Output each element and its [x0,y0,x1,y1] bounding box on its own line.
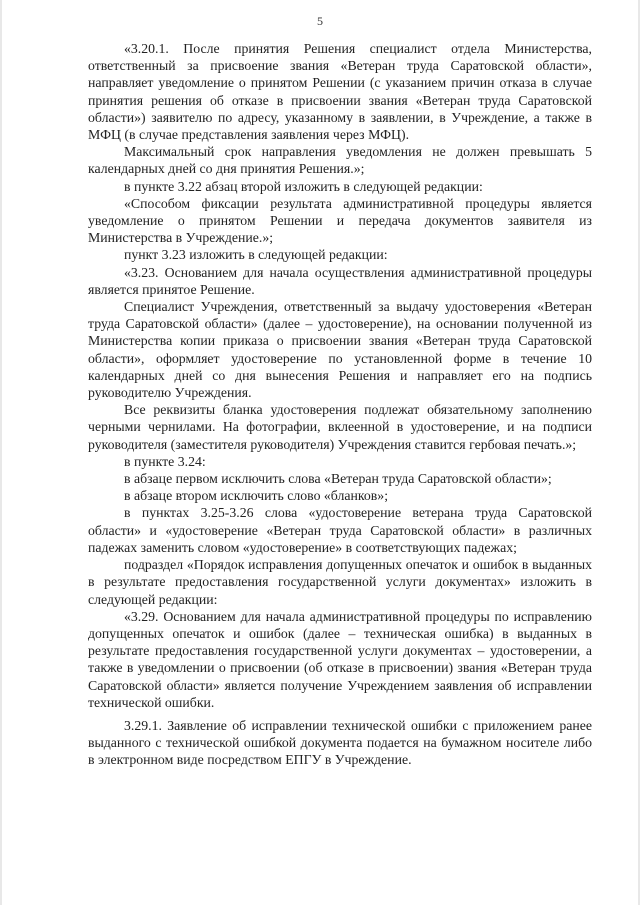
paragraph-subsection-instruction: подраздел «Порядок исправления допущенных опечаток и ошибок в выданных в результате предоставления государственной услуги документах» изложить в следующей редакции: [88,557,592,607]
paragraph-3-23: «3.23. Основанием для начала осуществления административной процедуры является принятое Решение. [88,264,592,297]
paragraph-3-20-1: «3.20.1. После принятия Решения специалист отдела Министерства, ответственный за присвоение звания «Ветеран труда Саратовской области», направляет уведомление о принятом Решении (с указанием причин отказа в случае принятия решения об отказе в присвоении звания «Ветеран труда Саратовской области») заявителю по адресу, указанному в заявлении, в Учреждение, а также в МФЦ (в случае представления заявления через МФЦ). [88,41,592,143]
document-body [88,40,592,769]
paragraph-3-29-1: 3.29.1. Заявление об исправлении технической ошибки с приложением ранее выданного с технической ошибкой документа подается на бумажном носителе либо в электронном виде посредством ЕПГУ в Учреждение. [88,717,592,768]
paragraph-second-abzac: в абзаце втором исключить слово «бланков»; [124,488,389,504]
paragraph-specialist: Специалист Учреждения, ответственный за выдачу удостоверения «Ветеран труда Саратовской области» (далее – удостоверение), на основании полученной из Министерства копии приказа о присвоении звания «Ветеран труда Саратовской области», оформляет удостоверение по установленной форме в течение 10 календарных дней со дня вынесения Решения и направляет его на подпись руководителю Учреждения. [88,299,592,401]
paragraph-requisites: Все реквизиты бланка удостоверения подлежат обязательному заполнению черными чернилами. На фотографии, вклеенной в удостоверение, и на подписи руководителя (заместителя руководителя) Учреждения ставится гербовая печать.»; [88,402,592,452]
paragraph-3-29: «3.29. Основанием для начала административной процедуры по исправлению допущенных опечаток и ошибок (далее – техническая ошибка) в выданных в результате предоставления государственной услуги документах – удостоверении, а также в уведомлении о присвоении (об отказе в присвоении) звания «Ветеран труда Саратовской области» является получение Учреждением заявления об исправлении технической ошибки. [88,608,592,710]
paragraph-3-25-3-26: в пунктах 3.25-3.26 слова «удостоверение ветерана труда Саратовской области» и «удостоверение «Ветеран труда Саратовской области» в различных падежах заменить словом «удостоверение» в соответствующих падежах; [88,505,592,555]
paragraph-notification-deadline: Максимальный срок направления уведомления не должен превышать 5 календарных дней со дня принятия Решения.»; [88,144,592,177]
paragraph-3-22-text: «Способом фиксации результата административной процедуры является уведомление о принятом Решении и передача документов заявителя из Министерства в Учреждение.»; [88,195,592,246]
left-page-edge [0,0,2,905]
paragraph-3-24-instruction: в пункте 3.24: [124,453,206,469]
paragraph-first-abzac: в абзаце первом исключить слова «Ветеран труда Саратовской области»; [124,471,552,487]
paragraph-3-22-instruction: в пункте 3.22 абзац второй изложить в следующей редакции: [124,178,483,194]
paragraph-3-23-instruction: пункт 3.23 изложить в следующей редакции: [124,247,388,263]
page-number: 5 [317,14,323,28]
